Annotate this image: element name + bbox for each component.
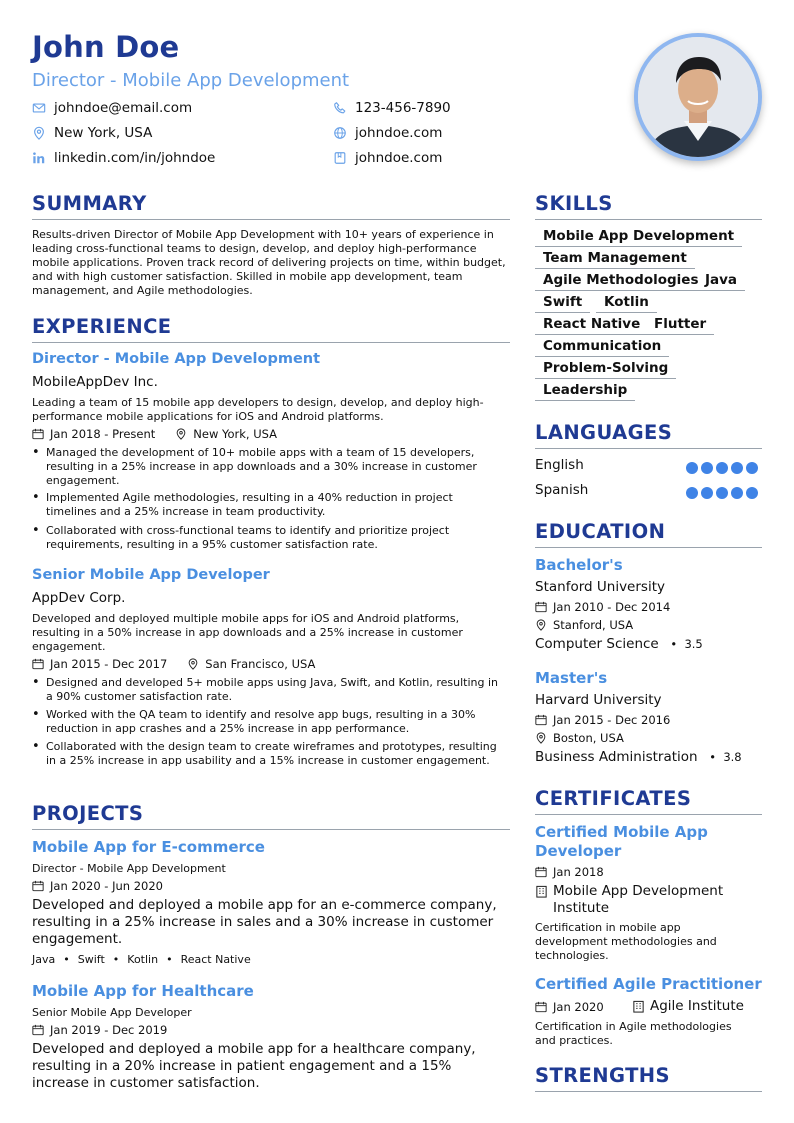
level-dot — [701, 487, 713, 499]
summary-heading: SUMMARY — [32, 192, 147, 215]
linkedin-contact[interactable] — [32, 150, 215, 166]
level-dot — [746, 487, 758, 499]
level-dot — [731, 487, 743, 499]
project-dates: Jan 2019 - Dec 2019 — [50, 1023, 168, 1037]
envelope-icon — [32, 101, 46, 115]
strengths-divider — [535, 1091, 762, 1092]
calendar-icon — [535, 601, 547, 613]
linkedin-icon — [32, 151, 46, 165]
calendar-icon — [535, 866, 547, 878]
project-title: Mobile App for E-commerce — [32, 838, 265, 856]
language-level — [683, 487, 758, 499]
skill-tag: Mobile App Development — [535, 228, 742, 247]
education-location: Boston, USA — [535, 731, 624, 745]
job-title: Director - Mobile App Development — [32, 351, 321, 367]
company-name: MobileAppDev Inc. — [32, 374, 158, 390]
certificate-issuer: Agile Institute — [632, 998, 744, 1015]
job-meta — [32, 427, 277, 441]
map-pin-icon — [535, 732, 547, 744]
calendar-icon — [32, 880, 44, 892]
company-name: AppDev Corp. — [32, 590, 126, 606]
job-bullet: • Managed the development of 10+ mobile apps with a team of 15 developers, resulting in a 25% increase in app downloads and a 30% increase in customer engagement. — [32, 446, 502, 488]
calendar-icon — [32, 1024, 44, 1036]
job-bullet: • Collaborated with cross-functional teams to identify and prioritize project requirements, resulting in a 95% customer satisfaction rate. — [32, 524, 502, 552]
certificates-heading: CERTIFICATES — [535, 787, 692, 810]
skill-tag: React Native — [535, 316, 648, 335]
project-description: Developed and deployed a mobile app for an e-commerce company, resulting in a 25% increase in sales and a 30% increase in customer engagement. — [32, 897, 497, 947]
job-location: San Francisco, USA — [205, 657, 316, 671]
project-meta — [32, 1023, 167, 1037]
linkedin-text: linkedin.com/in/johndoe — [54, 150, 216, 166]
summary-text: Results-driven Director of Mobile App Development with 10+ years of experience in leading cross-functional teams to design, develop, and deploy high-performance mobile applications. Proven track record of delivering projects on time, within budget, and with high customer satisfaction. Skilled in mobile app development, team management, and Agile methodologies. — [32, 228, 506, 297]
candidate-name: John Doe — [32, 30, 180, 64]
education-divider — [535, 547, 762, 548]
languages-divider — [535, 448, 762, 449]
certificate-date: Jan 2020 — [535, 1000, 604, 1014]
language-level — [683, 462, 758, 474]
job-bullet: • Collaborated with the design team to create wireframes and prototypes, resulting in a 25% increase in app usability and a 15% increase in customer engagement. — [32, 740, 502, 768]
level-dot — [686, 462, 698, 474]
job-title: Senior Mobile App Developer — [32, 567, 270, 583]
skills-heading: SKILLS — [535, 192, 613, 215]
experience-heading: EXPERIENCE — [32, 315, 172, 338]
location-contact — [32, 125, 152, 141]
calendar-icon — [32, 658, 44, 670]
education-location: Stanford, USA — [535, 618, 633, 632]
bookmark-icon — [333, 151, 347, 165]
language-name: Spanish — [535, 482, 589, 498]
location-text: New York, USA — [54, 125, 153, 141]
level-dot — [686, 487, 698, 499]
education-heading: EDUCATION — [535, 520, 666, 543]
portfolio-text: johndoe.com — [355, 150, 443, 166]
project-meta — [32, 879, 163, 893]
skill-tag: Kotlin — [596, 294, 657, 313]
skill-tag: Java — [697, 272, 745, 291]
degree: Master's — [535, 669, 608, 687]
job-description: Leading a team of 15 mobile app developers to design, develop, and deploy high-performance mobile applications for iOS and Android platforms. — [32, 396, 484, 423]
building-icon — [535, 885, 548, 898]
calendar-icon — [535, 1001, 547, 1013]
job-dates: Jan 2018 - Present — [50, 427, 156, 441]
email-text: johndoe@email.com — [54, 100, 193, 116]
certificate-date: Jan 2018 — [535, 865, 604, 879]
skill-tag: Swift — [535, 294, 590, 313]
field-of-study: Business Administration • 3.8 — [535, 749, 742, 765]
job-bullet: • Implemented Agile methodologies, resulting in a 40% reduction in project timelines and a 25% increase in team productivity. — [32, 491, 502, 519]
certificate-description: Certification in mobile app development methodologies and technologies. — [535, 921, 717, 962]
school-name: Harvard University — [535, 692, 662, 708]
project-tag: Swift — [77, 953, 105, 966]
job-dates: Jan 2015 - Dec 2017 — [50, 657, 168, 671]
projects-heading: PROJECTS — [32, 802, 144, 825]
job-location: New York, USA — [193, 427, 278, 441]
project-tag: Kotlin — [127, 953, 159, 966]
map-pin-icon — [187, 658, 199, 670]
phone-text: 123-456-7890 — [355, 100, 451, 116]
portfolio-contact[interactable] — [333, 150, 442, 166]
skills-divider — [535, 219, 762, 220]
education-dates: Jan 2010 - Dec 2014 — [535, 600, 670, 614]
project-dates: Jan 2020 - Jun 2020 — [50, 879, 164, 893]
skill-tag: Flutter — [646, 316, 714, 335]
project-title: Mobile App for Healthcare — [32, 982, 254, 1000]
level-dot — [731, 462, 743, 474]
phone-contact[interactable] — [333, 100, 451, 116]
summary-divider — [32, 219, 510, 220]
candidate-title: Director - Mobile App Development — [32, 70, 350, 91]
skill-tag: Leadership — [535, 382, 635, 401]
experience-divider — [32, 342, 510, 343]
project-role: Senior Mobile App Developer — [32, 1006, 192, 1019]
languages-heading: LANGUAGES — [535, 421, 673, 444]
job-meta — [32, 657, 315, 671]
job-bullet: • Worked with the QA team to identify and resolve app bugs, resulting in a 30% reduction in app crashes and a 25% increase in app performance. — [32, 708, 502, 736]
job-bullet: • Designed and developed 5+ mobile apps using Java, Swift, and Kotlin, resulting in a 90% customer satisfaction rate. — [32, 676, 502, 704]
skill-tag: Problem-Solving — [535, 360, 676, 379]
project-tags: Java • Swift • Kotlin • React Native — [32, 953, 251, 966]
project-role: Director - Mobile App Development — [32, 862, 226, 875]
phone-icon — [333, 101, 347, 115]
projects-divider — [32, 829, 510, 830]
gpa: 3.8 — [723, 750, 742, 764]
school-name: Stanford University — [535, 579, 665, 595]
level-dot — [701, 462, 713, 474]
skill-tag: Communication — [535, 338, 669, 357]
job-description: Developed and deployed multiple mobile apps for iOS and Android platforms, resulting in a 50% increase in app downloads and a 25% increase in customer engagement. — [32, 612, 463, 653]
degree: Bachelor's — [535, 556, 623, 574]
certificate-description: Certification in Agile methodologies and practices. — [535, 1020, 732, 1047]
skill-tag: Team Management — [535, 250, 695, 269]
skill-tag: Agile Methodologies — [535, 272, 706, 291]
project-tag: Java — [32, 953, 56, 966]
project-description: Developed and deployed a mobile app for a healthcare company, resulting in a 20% increase in patient engagement and a 15% increase in customer satisfaction. — [32, 1041, 476, 1091]
map-pin-icon — [32, 126, 46, 140]
calendar-icon — [535, 714, 547, 726]
education-dates: Jan 2015 - Dec 2016 — [535, 713, 670, 727]
email-contact[interactable] — [32, 100, 192, 116]
calendar-icon — [32, 428, 44, 440]
building-icon — [632, 1000, 645, 1013]
level-dot — [716, 462, 728, 474]
strengths-heading: STRENGTHS — [535, 1064, 670, 1087]
level-dot — [716, 487, 728, 499]
language-name: English — [535, 457, 584, 473]
map-pin-icon — [535, 619, 547, 631]
field-of-study: Computer Science • 3.5 — [535, 636, 703, 652]
certificate-title: Certified Mobile App Developer — [535, 823, 708, 860]
gpa: 3.5 — [684, 637, 703, 651]
website-text: johndoe.com — [355, 125, 443, 141]
website-contact[interactable] — [333, 125, 442, 141]
certificate-issuer: Mobile App Development Institute — [535, 883, 735, 917]
globe-icon — [333, 126, 347, 140]
profile-photo — [634, 33, 762, 161]
certificates-divider — [535, 814, 762, 815]
map-pin-icon — [175, 428, 187, 440]
certificate-title: Certified Agile Practitioner — [535, 975, 762, 993]
project-tag: React Native — [180, 953, 251, 966]
level-dot — [746, 462, 758, 474]
